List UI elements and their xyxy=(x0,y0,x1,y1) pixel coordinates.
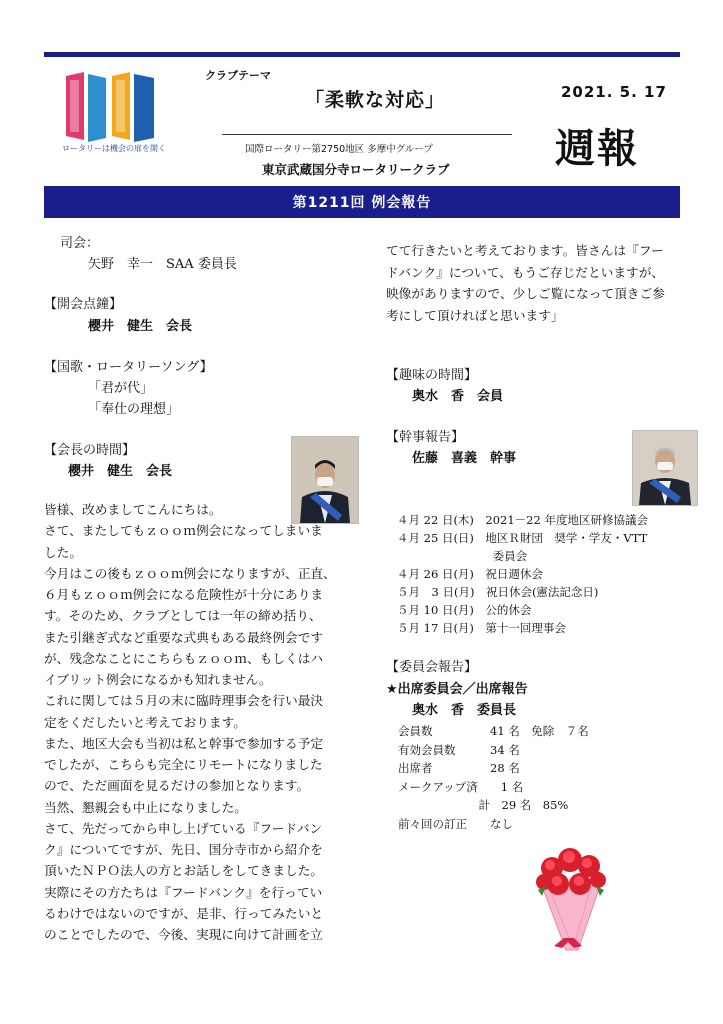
schedule-list xyxy=(397,511,648,637)
stat-row: 出席者 28 名 xyxy=(398,761,520,775)
district-line: 国際ロータリー第2750地区 多摩中グループ xyxy=(245,144,433,155)
hobby-label: 【趣味の時間】 xyxy=(386,368,478,383)
speech-line: 当然、懇親会も中止になりました。 xyxy=(44,799,247,815)
mc-name: 矢野 幸一 SAA 委員長 xyxy=(88,257,237,272)
club-theme: 「柔軟な対応」 xyxy=(305,89,446,111)
speech-line: 定をくだしたいと考えております。 xyxy=(44,714,246,730)
header-rule xyxy=(222,134,512,135)
speech-line: さて、先だってから申し上げている『フードバン xyxy=(44,820,323,836)
speech-line: 考にして頂ければと思います」 xyxy=(386,307,564,323)
president-name: 櫻井 健生 会長 xyxy=(68,464,173,479)
bell-label: 【開会点鐘】 xyxy=(44,297,123,312)
president-speech xyxy=(44,499,364,945)
speech-line: るわけではないのですが、是非、行ってみたいと xyxy=(44,905,324,921)
issue-date: 2021. 5. 17 xyxy=(561,83,667,101)
speech-line: 映像がありますので、少しご覧になって頂きご参 xyxy=(386,286,665,301)
speech-line: 頂いたＮＰＯ法人の方とお話しをしてきました。 xyxy=(44,863,324,879)
secretary-name: 佐藤 喜義 幹事 xyxy=(412,451,517,466)
schedule-item: ５月 17 日(月) 第十一回理事会 xyxy=(397,621,566,635)
speech-continued xyxy=(386,240,686,326)
stat-row: 計 29 名 85% xyxy=(398,798,569,812)
speech-line: 実際にその方たちは『フードバンク』を行ってい xyxy=(44,884,323,900)
speech-line: 今月はこの後もｚｏｏｍ例会になりますが、正直、 xyxy=(44,565,336,581)
page-title: 週報 xyxy=(555,126,639,172)
schedule-item: ４月 25 日(日) 地区Ｒ財団 奨学・学友・VTT xyxy=(397,531,648,545)
bell-name: 櫻井 健生 会長 xyxy=(88,319,193,334)
speech-line: ドバンク』について、もうご存じだといますが、 xyxy=(386,264,665,280)
speech-line: イブリット例会になるかも知れません。 xyxy=(44,672,272,687)
committee-label: 【委員会報告】 xyxy=(386,660,478,675)
speech-line: す。そのため、クラブとしては一年の締め括り、 xyxy=(44,608,322,624)
stat-row: 前々回の訂正 なし xyxy=(398,816,513,831)
stat-row: 会員数 41 名 免除 ７名 xyxy=(398,724,589,738)
meeting-banner-text: 第1211回 例会報告 xyxy=(292,195,432,211)
speech-line: また、地区大会も当初は私と幹事で参加する予定 xyxy=(44,735,324,751)
person-photo-image xyxy=(633,431,697,505)
hobby-name: 奥水 香 会員 xyxy=(412,389,504,404)
secretary-photo xyxy=(632,430,698,506)
attendance-label: ★出席委員会／出席報告 xyxy=(386,682,528,697)
speech-line: これに関しては５月の末に臨時理事会を行い最決 xyxy=(44,693,324,709)
speech-line: が、残念なことにこちらもｚｏｏｍ、もしくはハ xyxy=(44,650,324,666)
club-name: 東京武蔵国分寺ロータリークラブ xyxy=(262,162,450,177)
speech-line: さて、またしてもｚｏｏｍ例会になってしまいま xyxy=(44,523,323,539)
speech-line: ク』についてですが、先日、国分寺市から紹介を xyxy=(44,842,323,857)
secretary-label: 【幹事報告】 xyxy=(386,430,465,445)
speech-line: また引継ぎ式など重要な式典もある最終例会です xyxy=(44,629,324,645)
speech-line: でしたが、こちらも完全にリモートになりました xyxy=(44,757,323,772)
schedule-item: ５月 10 日(月) 公的休会 xyxy=(397,603,532,617)
carnation-bouquet-image xyxy=(528,846,614,958)
meeting-banner xyxy=(44,186,680,218)
attendance-chair: 奥水 香 委員長 xyxy=(412,703,517,718)
song-2: 「奉仕の理想」 xyxy=(88,402,180,417)
schedule-item: ４月 22 日(木) 2021－22 年度地区研修協議会 xyxy=(397,513,648,527)
stat-row: 有効会員数 34 名 xyxy=(398,742,520,757)
schedule-item: ４月 26 日(月) 祝日週休会 xyxy=(397,567,543,581)
rotary-doors-logo xyxy=(62,70,162,154)
theme-label: クラブテーマ xyxy=(205,69,271,82)
anthem-label: 【国歌・ロータリーソング】 xyxy=(44,360,213,375)
top-rule xyxy=(44,52,680,57)
president-label: 【会長の時間】 xyxy=(44,443,136,458)
stat-row: メークアップ済 1 名 xyxy=(398,779,524,794)
schedule-item: ５月 3 日(月) 祝日休会(憲法記念日) xyxy=(397,585,599,599)
attendance-stats xyxy=(398,722,589,833)
logo-caption: ロータリーは機会の扉を開く xyxy=(62,144,166,153)
mc-label: 司会： xyxy=(60,236,100,251)
schedule-item: 委員会 xyxy=(397,549,528,563)
speech-line: てて行きたいと考えております。皆さんは『フー xyxy=(386,243,664,258)
speech-line: ので、ただ画面を見るだけの参加となります。 xyxy=(44,778,310,794)
speech-line: ６月もｚｏｏｍ例会になる危険性が十分にありま xyxy=(44,587,324,602)
speech-line: した。 xyxy=(44,544,83,560)
song-1: 「君が代」 xyxy=(88,381,154,396)
speech-line: のことでしたので、今後、実現に向けて計画を立 xyxy=(44,927,323,942)
speech-line: 皆様、改めましてこんにちは。 xyxy=(44,502,222,517)
